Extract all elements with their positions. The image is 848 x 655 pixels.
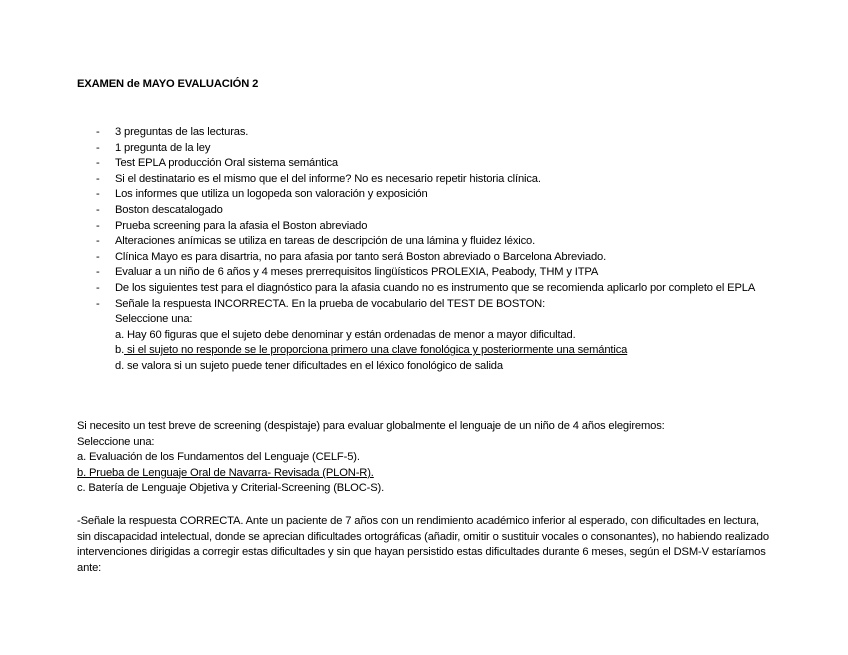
dsm-question-text: -Señale la respuesta CORRECTA. Ante un paciente de 7 años con un rendimiento académico inferior al esperado, con dificultades en lectura, sin discapacidad intelectual, donde se aprecian dificultades ortográficas (añadir, omitir o sustituir vocales o consonantes), no habiendo realizado intervenciones dirigidas a corregir estas dificultades y sin que hayan persistido estas dificultades durante 6 meses, según el DSM-V estaríamos ante: (77, 515, 769, 574)
screening-option-a: a. Evaluación de los Fundamentos del Lenguaje (CELF-5). (77, 451, 360, 464)
boston-select-label: Seleccione una: (115, 313, 193, 326)
boston-option-b-text: si el sujeto no responde se le proporciona primero una clave fonológica y posteriormente una semántica (124, 344, 628, 357)
boston-question-item (96, 297, 776, 375)
boston-question-prompt: Señale la respuesta INCORRECTA. En la prueba de vocabulario del TEST DE BOSTON: (115, 297, 546, 310)
bullet-dash: - (96, 266, 100, 279)
bullet-dash: - (96, 250, 100, 263)
notes-list (96, 125, 776, 375)
bullet-dash: - (96, 157, 100, 170)
list-item: - 1 pregunta de la ley (96, 141, 776, 157)
boston-option-b: b. si el sujeto no responde se le proporciona primero una clave fonológica y posteriormente una semántica (115, 344, 628, 357)
screening-question-prompt: Si necesito un test breve de screening (despistaje) para evaluar globalmente el lenguaje de un niño de 4 años elegiremos: (77, 420, 665, 432)
screening-question (77, 419, 777, 497)
list-item: - Prueba screening para la afasia el Boston abreviado (96, 219, 776, 235)
list-item: - Si el destinatario es el mismo que el del informe? No es necesario repetir historia clínica. (96, 172, 776, 188)
list-item: - De los siguientes test para el diagnóstico para la afasia cuando no es instrumento que se recomienda aplicarlo por completo el EPLA (96, 281, 776, 297)
bullet-dash: - (96, 219, 100, 232)
bullet-dash: - (96, 297, 100, 310)
boston-option-d: d. se valora si un sujeto puede tener dificultades en el léxico fonológico de salida (115, 359, 503, 372)
dsm-question (77, 514, 772, 576)
bullet-dash: - (96, 172, 100, 185)
list-item: - Test EPLA producción Oral sistema semántica (96, 156, 776, 172)
bullet-dash: - (96, 203, 100, 216)
list-item: - Evaluar a un niño de 6 años y 4 meses prerrequisitos lingüísticos PROLEXIA, Peabody, THM y ITPA (96, 265, 776, 281)
list-item: - 3 preguntas de las lecturas. (96, 125, 776, 141)
list-item: - Clínica Mayo es para disartria, no para afasia por tanto será Boston abreviado o Barcelona Abreviado. (96, 250, 776, 266)
bullet-dash: - (96, 281, 100, 294)
list-item: - Boston descatalogado (96, 203, 776, 219)
list-item: - Alteraciones anímicas se utiliza en tareas de descripción de una lámina y fluidez léxico. (96, 234, 776, 250)
bullet-dash: - (96, 126, 100, 138)
list-item: - Los informes que utiliza un logopeda son valoración y exposición (96, 187, 776, 203)
document-title: EXAMEN de MAYO EVALUACIÓN 2 (77, 78, 259, 90)
bullet-dash: - (96, 235, 100, 248)
screening-option-b: b. Prueba de Lenguaje Oral de Navarra- Revisada (PLON-R). (77, 466, 374, 479)
bullet-dash: - (96, 188, 100, 201)
screening-select-label: Seleccione una: (77, 435, 155, 448)
boston-option-a: a. Hay 60 figuras que el sujeto debe denominar y están ordenadas de menor a mayor dificultad. (115, 328, 576, 341)
screening-option-c: c. Batería de Lenguaje Objetiva y Criterial-Screening (BLOC-S). (77, 482, 385, 495)
bullet-dash: - (96, 141, 100, 154)
